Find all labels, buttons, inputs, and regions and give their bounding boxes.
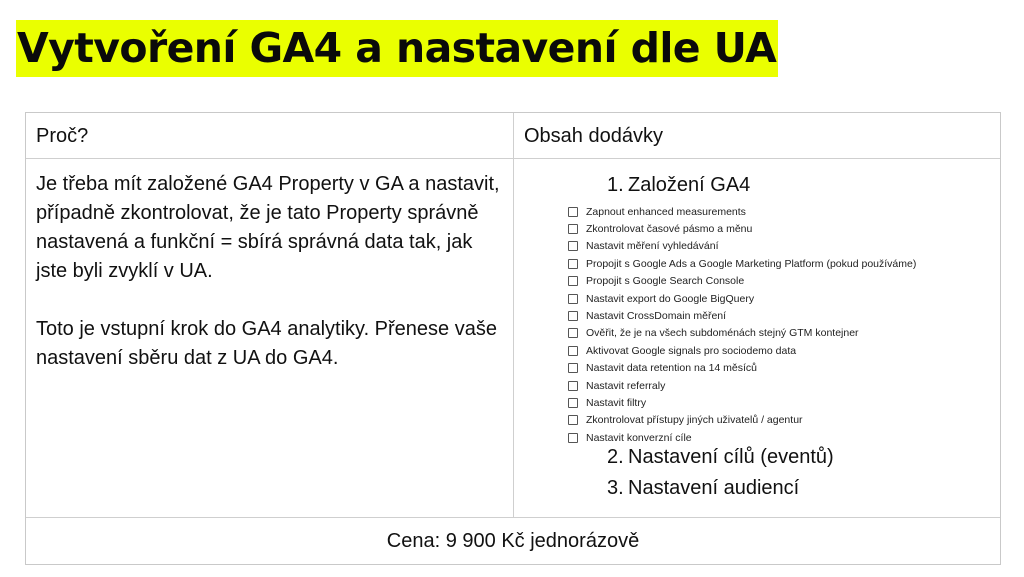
checklist-item-label: Nastavit měření vyhledávání (586, 240, 719, 253)
header-cell-why (26, 113, 514, 158)
checklist-item-label: Nastavit filtry (586, 396, 647, 409)
checkbox[interactable] (568, 415, 578, 425)
why-cell (26, 159, 514, 517)
section-number: 2. (607, 446, 624, 468)
checklist-item-label: Aktivovat Google signals pro sociodemo data (586, 344, 797, 357)
table-header-row (26, 113, 1000, 159)
checklist-item-label: Zapnout enhanced measurements (586, 205, 746, 218)
checklist-item-label: Nastavit data retention na 14 měsíců (586, 362, 758, 375)
page-title: Vytvoření GA4 a nastavení dle UA (17, 24, 777, 72)
why-paragraph: Toto je vstupní krok do GA4 analytiky. Přenese vaše nastavení sběru dat z UA do GA4. (36, 318, 497, 369)
section-number: 3. (607, 477, 624, 499)
why-paragraph: Je třeba mít založené GA4 Property v GA a nastavit, případně zkontrolovat, že je tato Property správně nastavená a funkční = sbírá správná data tak, jak jste byli zvyklí v UA. (36, 173, 500, 282)
section-heading-3 (607, 476, 799, 500)
section-label: Nastavení audiencí (628, 477, 800, 499)
checkbox[interactable] (568, 346, 578, 356)
title-highlight (16, 20, 778, 77)
checklist-item (568, 255, 916, 272)
setup-checklist (568, 203, 916, 446)
checkbox[interactable] (568, 207, 578, 217)
checkbox[interactable] (568, 328, 578, 338)
price-label: Cena: 9 900 Kč jednorázově (386, 530, 640, 552)
checklist-item (568, 412, 916, 429)
header-deliverables-label: Obsah dodávky (524, 125, 663, 147)
checkbox[interactable] (568, 311, 578, 321)
checklist-item (568, 238, 916, 255)
checklist-item-label: Nastavit referraly (586, 379, 666, 392)
section-number: 1. (607, 174, 624, 196)
checklist-item (568, 290, 916, 307)
checklist-item (568, 394, 916, 411)
checklist-item (568, 360, 916, 377)
checklist-item (568, 273, 916, 290)
checkbox[interactable] (568, 363, 578, 373)
checklist-item-label: Ověřit, že je na všech subdoménách stejný GTM kontejner (586, 327, 859, 340)
section-heading-2 (607, 445, 834, 469)
checklist-item-label: Zkontrolovat časové pásmo a měnu (586, 223, 753, 236)
checklist-item (568, 220, 916, 237)
section-label: Nastavení cílů (eventů) (628, 446, 834, 468)
checklist-item-label: Nastavit konverzní cíle (586, 431, 692, 444)
checkbox[interactable] (568, 381, 578, 391)
checkbox[interactable] (568, 294, 578, 304)
checklist-item-label: Zkontrolovat přístupy jiných uživatelů / agentur (586, 414, 803, 427)
deliverables-cell (514, 159, 1000, 517)
checkbox[interactable] (568, 241, 578, 251)
section-label: Založení GA4 (628, 174, 751, 196)
checkbox[interactable] (568, 259, 578, 269)
checklist-item (568, 377, 916, 394)
checklist-item (568, 342, 916, 359)
header-why-label: Proč? (36, 125, 89, 147)
checklist-item (568, 429, 916, 446)
checklist-item (568, 325, 916, 342)
checkbox[interactable] (568, 224, 578, 234)
offer-table (25, 112, 1001, 565)
why-text (36, 170, 506, 373)
checklist-item-label: Propojit s Google Search Console (586, 275, 745, 288)
checklist-item (568, 203, 916, 220)
checklist-item-label: Propojit s Google Ads a Google Marketing Platform (pokud používáme) (586, 257, 917, 270)
checklist-item-label: Nastavit export do Google BigQuery (586, 292, 755, 305)
checklist-item-label: Nastavit CrossDomain měření (586, 310, 727, 323)
checkbox[interactable] (568, 276, 578, 286)
table-body-row (26, 159, 1000, 518)
checklist-item (568, 307, 916, 324)
checkbox[interactable] (568, 398, 578, 408)
table-footer-row (26, 518, 1000, 564)
checkbox[interactable] (568, 433, 578, 443)
header-cell-deliverables (514, 113, 1000, 158)
section-heading-1 (607, 173, 750, 197)
